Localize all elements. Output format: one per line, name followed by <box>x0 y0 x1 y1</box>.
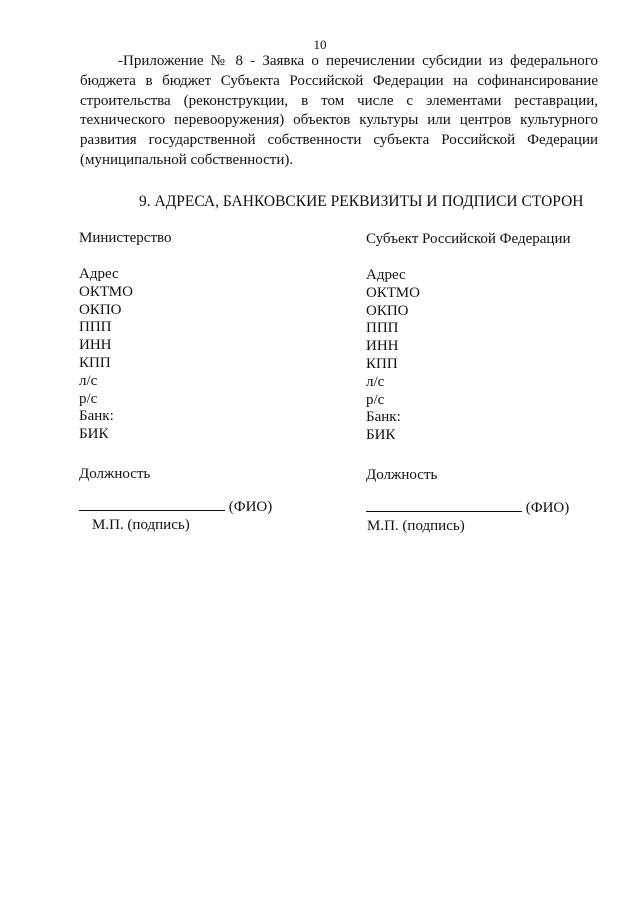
requisite-oktmo: ОКТМО <box>366 284 420 301</box>
signature-line <box>366 499 606 517</box>
stamp-signature-label: М.П. (подпись) <box>92 516 190 533</box>
party-name: Министерство <box>79 230 172 246</box>
requisite-ppp: ППП <box>366 320 399 337</box>
requisite-bank: Банк: <box>79 408 114 425</box>
requisite-personal-account: л/с <box>366 373 385 390</box>
requisite-personal-account: л/с <box>79 372 98 389</box>
section-title: 9. АДРЕСА, БАНКОВСКИЕ РЕКВИЗИТЫ И ПОДПИСИ СТОРОН <box>139 193 584 210</box>
requisite-address: Адрес <box>366 267 406 283</box>
stamp-signature-label: М.П. (подпись) <box>367 517 465 534</box>
attachment-paragraph: -Приложение № 8 - Заявка о перечислении субсидии из федерального бюджета в бюджет Субъекта Российской Федерации на софинансирование строительства (реконструкции, в том числе с элементами реставрации, технического перевооружения) объектов культуры или центров культурного развития государственной собственности субъекта Российской Федерации (муниципальной собственности). <box>80 53 598 168</box>
requisite-settlement-account: р/с <box>366 391 385 408</box>
requisite-inn: ИНН <box>79 337 112 354</box>
requisite-bik: БИК <box>366 427 396 444</box>
requisite-bik: БИК <box>79 426 109 443</box>
party-name: Субъект Российской Федерации <box>366 231 571 247</box>
requisite-address: Адрес <box>79 266 119 282</box>
requisite-ppp: ППП <box>79 319 112 336</box>
requisite-oktmo: ОКТМО <box>79 283 133 300</box>
signature-blank <box>79 498 225 511</box>
party-federation-subject <box>366 230 606 535</box>
requisite-bank: Банк: <box>366 409 401 426</box>
requisite-kpp: КПП <box>366 355 398 372</box>
requisite-settlement-account: р/с <box>79 390 98 407</box>
signature-blank <box>366 499 522 512</box>
fio-label: (ФИО) <box>525 499 570 516</box>
party-ministry <box>79 229 339 534</box>
requisite-kpp: КПП <box>79 354 111 371</box>
requisite-okpo: ОКПО <box>79 301 122 318</box>
signature-line <box>79 498 339 516</box>
requisite-okpo: ОКПО <box>366 302 409 319</box>
requisites-list <box>366 267 606 445</box>
requisites-list <box>79 266 339 444</box>
requisite-inn: ИНН <box>366 338 399 355</box>
position-label: Должность <box>79 465 151 482</box>
fio-label: (ФИО) <box>228 498 273 515</box>
position-label: Должность <box>366 466 438 483</box>
page-number: 10 <box>313 37 327 52</box>
